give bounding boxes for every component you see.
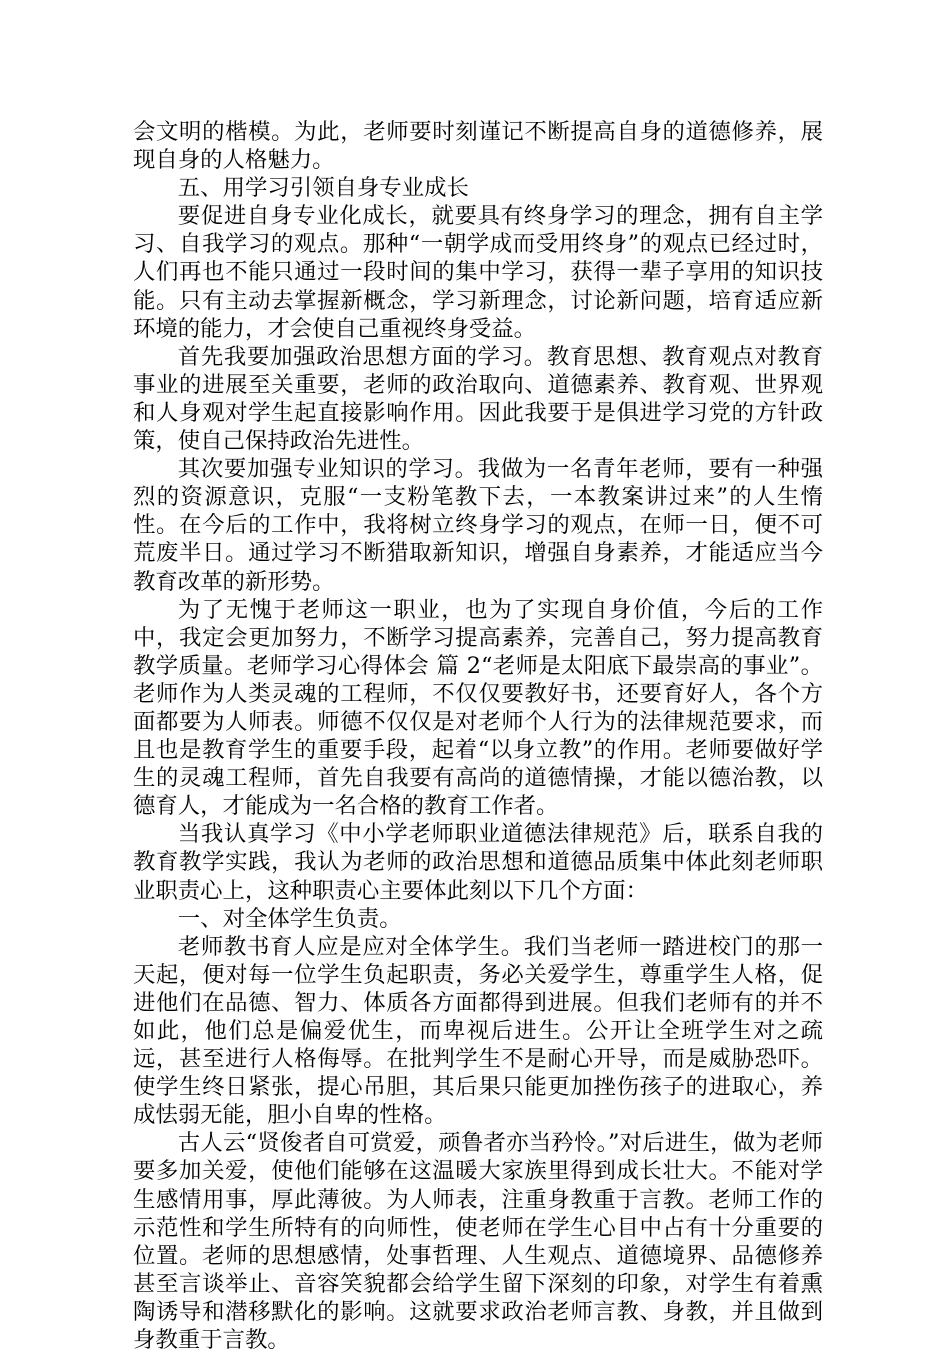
document-page [133, 118, 823, 1354]
section-heading-1: 一、对全体学生负责。 [177, 905, 402, 932]
paragraph-lifelong-learning: 要促进自身专业化成长，就要具有终身学习的理念，拥有自主学习、自我学习的观点。那种“一朝学成而受用终身”的观点已经过时，人们再也不能只通过一段时间的集中学习，获得一辈子享用的知识技能。只有主动去掌握新概念，学习新理念，讨论新问题，培育适应新环境的能力，才会使自己重视终身受益。 [133, 203, 823, 342]
paragraph-teacher-value: 为了无愧于老师这一职业，也为了实现自身价值，今后的工作中，我定会更加努力，不断学习提高素养，完善自己，努力提高教育教学质量。老师学习心得体会 篇 2“老师是太阳底下最崇高的事业”。老师作为人类灵魂的工程师，不仅仅要教好书，还要育好人，各个方面都要为人师表。师德不仅仅是对老师个人行为的法律规范要求，而且也是教育学生的重要手段，起着“以身立教”的作用。老师要做好学生的灵魂工程师，首先自我要有高尚的道德情操，才能以德治教，以德育人，才能成为一名合格的教育工作者。 [133, 596, 823, 820]
paragraph-continuation: 会文明的楷模。为此，老师要时刻谨记不断提高自身的道德修养，展现自身的人格魅力。 [133, 119, 823, 174]
paragraph-all-students: 老师教书育人应是应对全体学生。我们当老师一踏进校门的那一天起，便对每一位学生负起职责，务必关爱学生，尊重学生人格，促进他们在品德、智力、体质各方面都得到进展。但我们老师有的并不如此，他们总是偏爱优生，而卑视后进生。公开让全班学生对之疏远，甚至进行人格侮辱。在批判学生不是耐心开导，而是威胁恐吓。使学生终日紧张，提心吊胆，其后果只能更加挫伤孩子的进取心，养成怯弱无能，胆小自卑的性格。 [133, 933, 823, 1129]
section-heading-5: 五、用学习引领自身专业成长 [177, 175, 469, 202]
paragraph-lead-by-example: 古人云“贤俊者自可赏爱，顽鲁者亦当矜怜。”对后进生，做为老师要多加关爱，使他们能够在这温暖大家族里得到成长壮大。不能对学生感情用事，厚此薄彼。为人师表，注重身教重于言教。老师工作的示范性和学生所特有的向师性，使老师在学生心目中占有十分重要的位置。老师的思想感情，处事哲理、人生观点、道德境界、品德修养甚至言谈举止、音容笑貌都会给学生留下深刻的印象，对学生有着熏陶诱导和潜移默化的影响。这就要求政治老师言教、身教，并且做到身教重于言教。 [133, 1130, 823, 1354]
paragraph-political-study: 首先我要加强政治思想方面的学习。教育思想、教育观点对教育事业的进展至关重要，老师的政治取向、道德素养、教育观、世界观和人身观对学生起直接影响作用。因此我要于是俱进学习党的方针政策，使自己保持政治先进性。 [133, 343, 823, 455]
paragraph-code-of-ethics: 当我认真学习《中小学老师职业道德法律规范》后，联系自我的教育教学实践，我认为老师的政治思想和道德品质集中体此刻老师职业职责心上，这种职责心主要体此刻以下几个方面： [133, 821, 823, 904]
paragraph-professional-study: 其次要加强专业知识的学习。我做为一名青年老师，要有一种强烈的资源意识，克服“一支粉笔教下去，一本教案讲过来”的人生惰性。在今后的工作中，我将树立终身学习的观点，在师一日，便不可荒废半日。通过学习不断猎取新知识，增强自身素养，才能适应当今教育改革的新形势。 [133, 456, 823, 595]
